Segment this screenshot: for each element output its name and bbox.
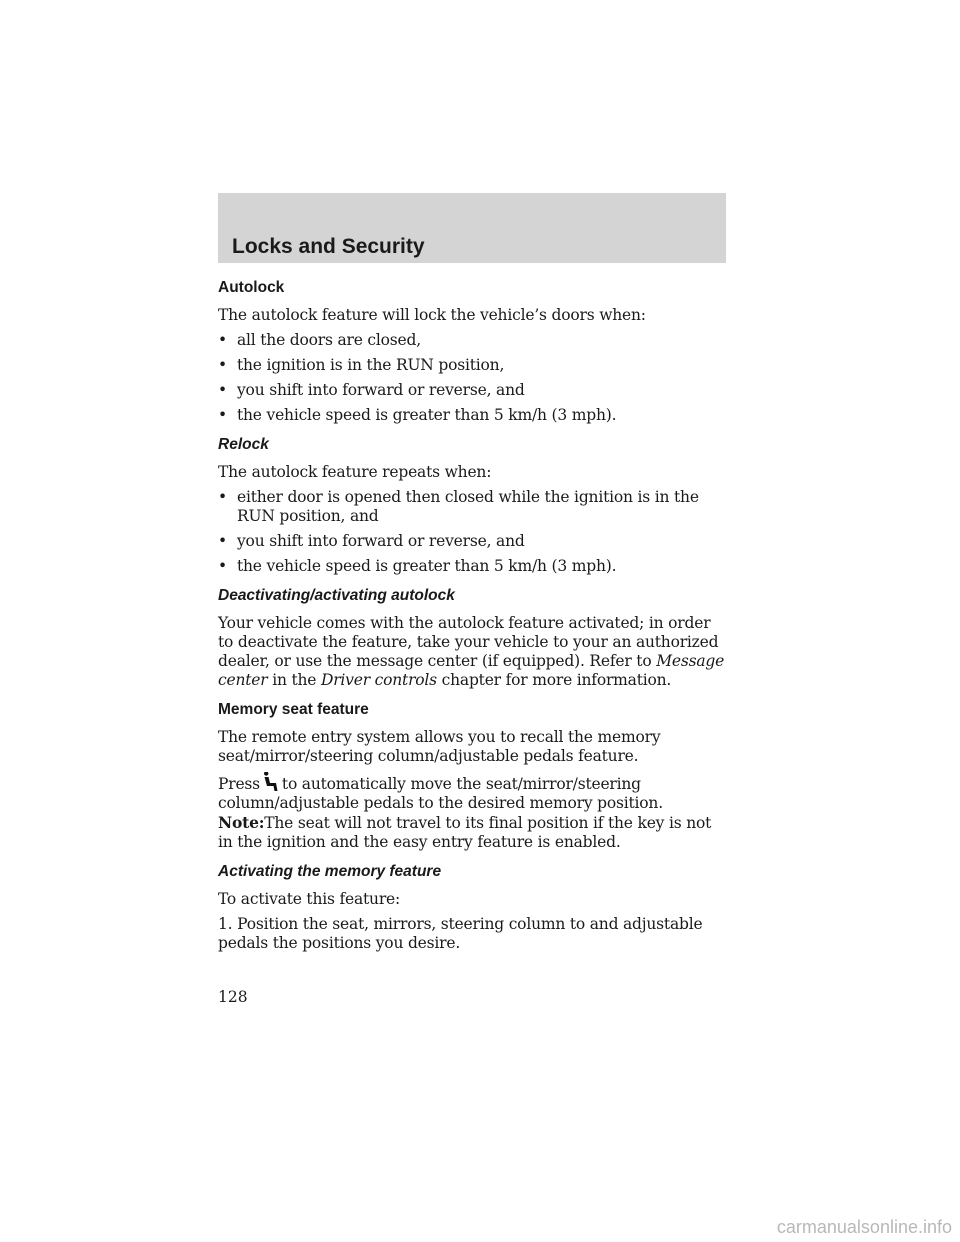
autolock-list [218,331,728,425]
activating-intro: To activate this feature: [218,890,401,908]
memory-seat-instructions: Press to automatically move the seat/mirror/steering column/adjustable pedals to the desired memory position. Note:The seat will not travel to its final position if the key is not in the ignition and the easy entry feature is enabled. [218,772,728,852]
autolock-intro: The autolock feature will lock the vehicle’s doors when: [218,306,646,324]
list-item: • you shift into forward or reverse, and [218,532,728,551]
list-item: • the ignition is in the RUN position, [218,356,728,375]
watermark: carmanualsonline.info [776,1217,952,1237]
relock-heading: Relock [218,436,269,453]
message-center-reference: Message center [218,652,725,689]
list-item: • the vehicle speed is greater than 5 km/h (3 mph). [218,557,728,576]
note-label: Note: [218,813,265,832]
memory-seat-heading: Memory seat feature [218,701,369,718]
section-title: Locks and Security [232,235,425,258]
list-item: • the vehicle speed is greater than 5 km/h (3 mph). [218,406,728,425]
section-header [218,193,726,263]
deactivating-text: Your vehicle comes with the autolock feature activated; in order to deactivate the feature, take your vehicle to your an authorized dealer, or use the message center (if equipped). Refer to Message center in the Driver controls chapter for more information. [218,614,725,689]
relock-list [218,488,728,576]
activating-step-1: 1. Position the seat, mirrors, steering column to and adjustable pedals the positions you desire. [218,915,703,952]
page-content [218,278,728,959]
page-number: 128 [218,988,248,1006]
autolock-heading: Autolock [218,279,285,296]
deactivating-heading: Deactivating/activating autolock [218,587,455,604]
list-item: • you shift into forward or reverse, and [218,381,728,400]
relock-intro: The autolock feature repeats when: [218,463,492,481]
memory-seat-icon [261,772,279,792]
memory-seat-intro: The remote entry system allows you to recall the memory seat/mirror/steering column/adjustable pedals feature. [218,728,661,765]
driver-controls-reference: Driver controls [320,671,437,689]
list-item: • all the doors are closed, [218,331,728,350]
list-item: • either door is opened then closed while the ignition is in the RUN position, and [218,488,728,526]
activating-heading: Activating the memory feature [218,863,442,880]
